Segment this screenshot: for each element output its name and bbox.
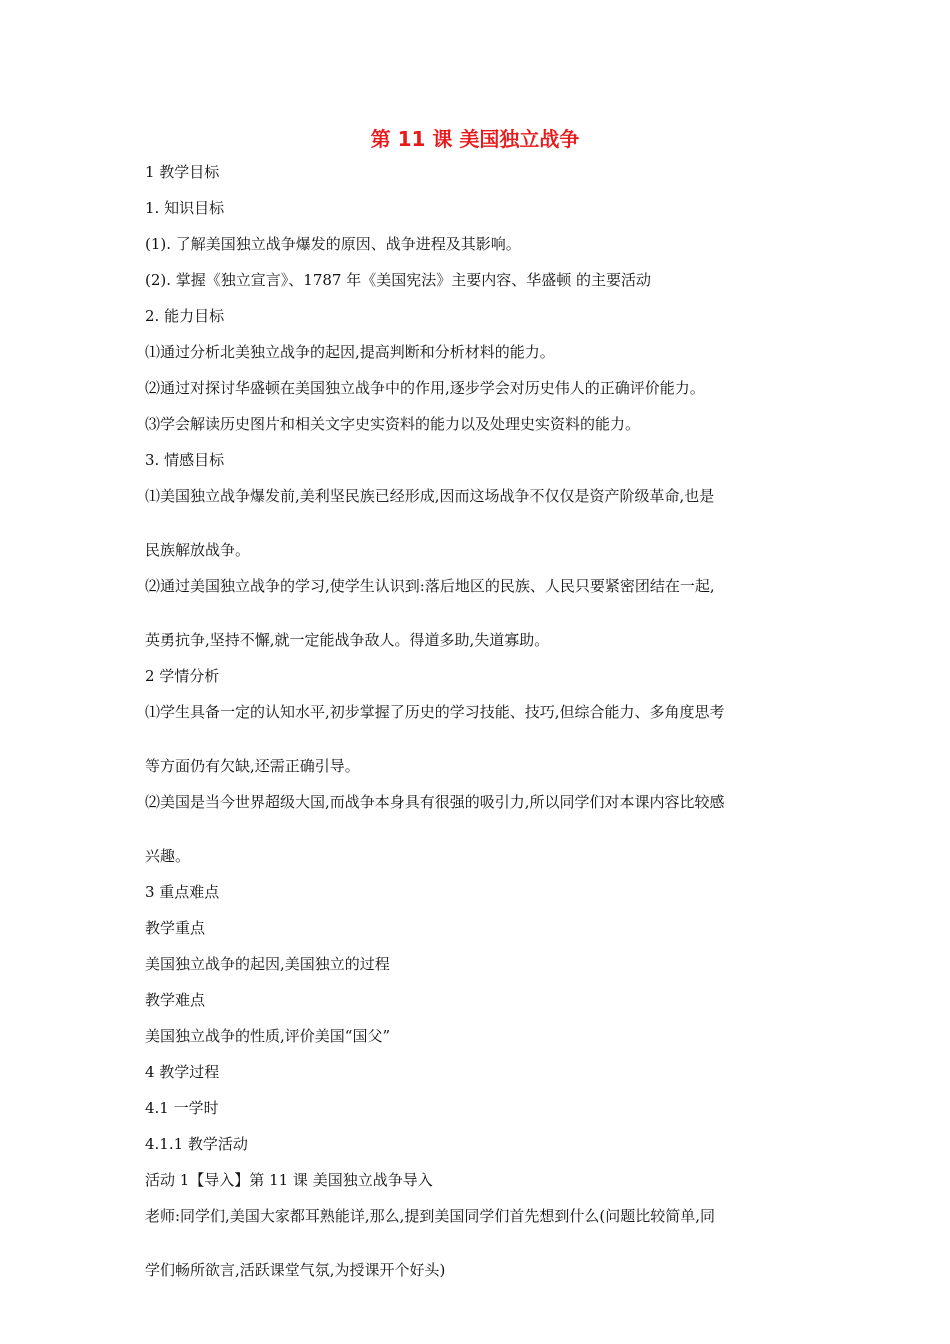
document-body — [145, 163, 815, 1279]
subsection-heading: 3. 情感目标 — [145, 451, 225, 469]
paragraph-line: 英勇抗争,坚持不懈,就一定能战争敌人。得道多助,失道寡助。 — [145, 631, 550, 649]
paragraph-line: 民族解放战争。 — [145, 541, 251, 559]
section-heading: 4 教学过程 — [145, 1063, 220, 1081]
paragraph-line: ⑶学会解读历史图片和相关文字史实资料的能力以及处理史实资料的能力。 — [145, 415, 641, 433]
paragraph-line: 活动 1【导入】第 11 课 美国独立战争导入 — [145, 1171, 433, 1189]
paragraph-line: ⑴通过分析北美独立战争的起因,提高判断和分析材料的能力。 — [145, 343, 555, 361]
section-heading: 2 学情分析 — [145, 667, 220, 685]
paragraph-line: (2). 掌握《独立宣言》、1787 年《美国宪法》主要内容、华盛顿 的主要活动 — [145, 271, 651, 289]
subsection-heading: 4.1.1 教学活动 — [145, 1135, 248, 1153]
section-heading: 3 重点难点 — [145, 883, 220, 901]
subsection-heading: 教学难点 — [145, 991, 206, 1009]
subsection-heading: 教学重点 — [145, 919, 206, 937]
paragraph-line: 老师:同学们,美国大家都耳熟能详,那么,提到美国同学们首先想到什么(问题比较简单,同 — [145, 1207, 715, 1225]
section-heading: 1 教学目标 — [145, 163, 220, 181]
paragraph-line: 美国独立战争的性质,评价美国“国父” — [145, 1027, 391, 1045]
paragraph-line: ⑵通过美国独立战争的学习,使学生认识到:落后地区的民族、人民只要紧密团结在一起, — [145, 577, 715, 595]
paragraph-line: ⑵通过对探讨华盛顿在美国独立战争中的作用,逐步学会对历史伟人的正确评价能力。 — [145, 379, 705, 397]
paragraph-line: 兴趣。 — [145, 847, 191, 865]
document-title: 第 11 课 美国独立战争 — [370, 127, 580, 151]
paragraph-line: ⑴美国独立战争爆发前,美利坚民族已经形成,因而这场战争不仅仅是资产阶级革命,也是 — [145, 487, 715, 505]
subsection-heading: 4.1 一学时 — [145, 1099, 219, 1117]
paragraph-line: (1). 了解美国独立战争爆发的原因、战争进程及其影响。 — [145, 235, 521, 253]
paragraph-line: 等方面仍有欠缺,还需正确引导。 — [145, 757, 360, 775]
paragraph-line: 美国独立战争的起因,美国独立的过程 — [145, 955, 390, 973]
paragraph-line: ⑴学生具备一定的认知水平,初步掌握了历史的学习技能、技巧,但综合能力、多角度思考 — [145, 703, 725, 721]
subsection-heading: 1. 知识目标 — [145, 199, 225, 217]
paragraph-line: ⑵美国是当今世界超级大国,而战争本身具有很强的吸引力,所以同学们对本课内容比较感 — [145, 793, 725, 811]
subsection-heading: 2. 能力目标 — [145, 307, 225, 325]
paragraph-line: 学们畅所欲言,活跃课堂气氛,为授课开个好头) — [145, 1261, 446, 1279]
